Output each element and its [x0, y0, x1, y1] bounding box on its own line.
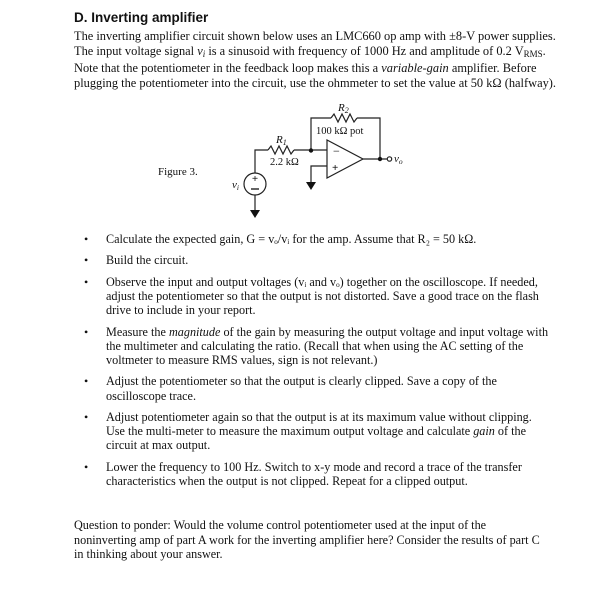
task-text: Lower the frequency to 100 Hz. Switch to x-y mode and record a trace of the transfer: [106, 459, 522, 474]
source-label: vi: [232, 179, 239, 192]
gain-emphasis: gain: [473, 424, 495, 439]
task-text: drive to include in your report.: [106, 303, 256, 318]
inverting-node-dot: [309, 148, 313, 152]
task-text: [106, 424, 584, 438]
task-item: [84, 374, 584, 402]
task-text-part: Use the multi-meter to measure the maximum output voltage and calculate: [106, 424, 474, 439]
intro-text: The input voltage signal: [74, 43, 198, 58]
task-item: [84, 232, 584, 246]
r1-value: 2.2 kΩ: [270, 157, 299, 168]
task-text: voltmeter to measure RMS values, sign is not relevant.): [106, 352, 378, 367]
task-text: Build the circuit.: [106, 253, 189, 268]
bullet-icon: •: [84, 459, 89, 474]
figure-label: Figure 3.: [158, 166, 198, 178]
bullet-icon: •: [84, 274, 89, 289]
variable-gain-emphasis: variable-gain: [381, 61, 449, 75]
task-text-part: Measure the: [106, 324, 169, 339]
intro-text: amplifier. Before: [448, 61, 537, 75]
bullet-icon: •: [84, 324, 89, 339]
task-text: characteristics when the output is not clipped. Repeat for a clipped output.: [106, 473, 468, 488]
task-text: Observe the input and output voltages (vᵢ and vₒ) together on the oscilloscope. If needed,: [106, 274, 538, 289]
task-text: circuit at max output.: [106, 438, 211, 453]
rms-subscript: RMS: [523, 48, 543, 59]
bullet-icon: •: [84, 409, 89, 424]
magnitude-emphasis: magnitude: [168, 324, 221, 339]
task-text: [106, 325, 584, 339]
bullet-icon: •: [84, 232, 89, 246]
question-line: in thinking about your answer.: [74, 547, 223, 561]
output-terminal-icon: [387, 157, 391, 161]
task-item: [84, 460, 584, 488]
question-to-ponder: [74, 518, 594, 562]
r2-resistor-icon: [331, 114, 357, 122]
bullet-icon: •: [84, 253, 89, 268]
task-text-part: of the gain by measuring the output voltage and input voltage with: [220, 324, 549, 339]
task-text: the multimeter and calculating the ratio. (Recall that when using the AC setting of the: [106, 338, 524, 353]
r1-resistor-icon: [268, 146, 294, 154]
intro-line-4: plugging the potentiometer into the circuit, use the ohmmeter to set the value at 50 kΩ (halfway).: [74, 75, 556, 90]
source-plus-sign: +: [251, 173, 259, 185]
vi-letter: v: [197, 43, 203, 58]
opamp-minus-sign: −: [333, 144, 340, 158]
inverting-amplifier-schematic: [0, 0, 607, 230]
task-list: [84, 232, 584, 495]
task-text: oscilloscope trace.: [106, 388, 197, 403]
task-text: Calculate the expected gain, G = vₒ/vᵢ for the amp. Assume that R₂ = 50 kΩ.: [106, 232, 477, 246]
r1-label: R1: [276, 134, 287, 147]
input-wire: [255, 150, 268, 173]
task-item: [84, 275, 584, 318]
feedback-wire-right: [357, 118, 380, 160]
task-text: adjust the potentiometer so that the output is not distorted. Save a good trace on the flash: [106, 288, 539, 303]
task-item: [84, 325, 584, 368]
intro-text: Note that the potentiometer in the feedback loop makes this a: [74, 61, 382, 75]
output-node-dot: [378, 157, 382, 161]
output-label: vo: [394, 153, 403, 166]
question-line: Question to ponder: Would the volume control potentiometer used at the input of the: [74, 518, 487, 532]
intro-text: is a sinusoid with frequency of 1000 Hz and amplitude of 0.2 V: [205, 43, 524, 58]
task-text-part: of the: [494, 424, 527, 439]
intro-line-1: The inverting amplifier circuit shown below uses an LMC660 op amp with ±8-V power supplies.: [74, 29, 556, 43]
r2-label: R2: [338, 102, 349, 115]
task-item: [84, 253, 584, 267]
task-text: Adjust the potentiometer so that the output is clearly clipped. Save a copy of the: [106, 374, 497, 389]
intro-text: .: [542, 43, 546, 58]
task-text: Adjust potentiometer again so that the output is at its maximum value without clipping.: [106, 409, 532, 424]
opamp-plus-sign: +: [332, 162, 339, 174]
ground-icon: [250, 210, 260, 218]
ground-icon: [306, 182, 316, 190]
question-line: noninverting amp of part A work for the inverting amplifier here? Consider the results of part C: [74, 532, 540, 547]
section-heading: D. Inverting amplifier: [74, 10, 209, 25]
bullet-icon: •: [84, 374, 89, 389]
noninverting-input-wire: [311, 166, 327, 182]
vi-subscript: i: [202, 48, 206, 59]
task-item: [84, 410, 584, 453]
r2-value: 100 kΩ pot: [316, 126, 364, 137]
